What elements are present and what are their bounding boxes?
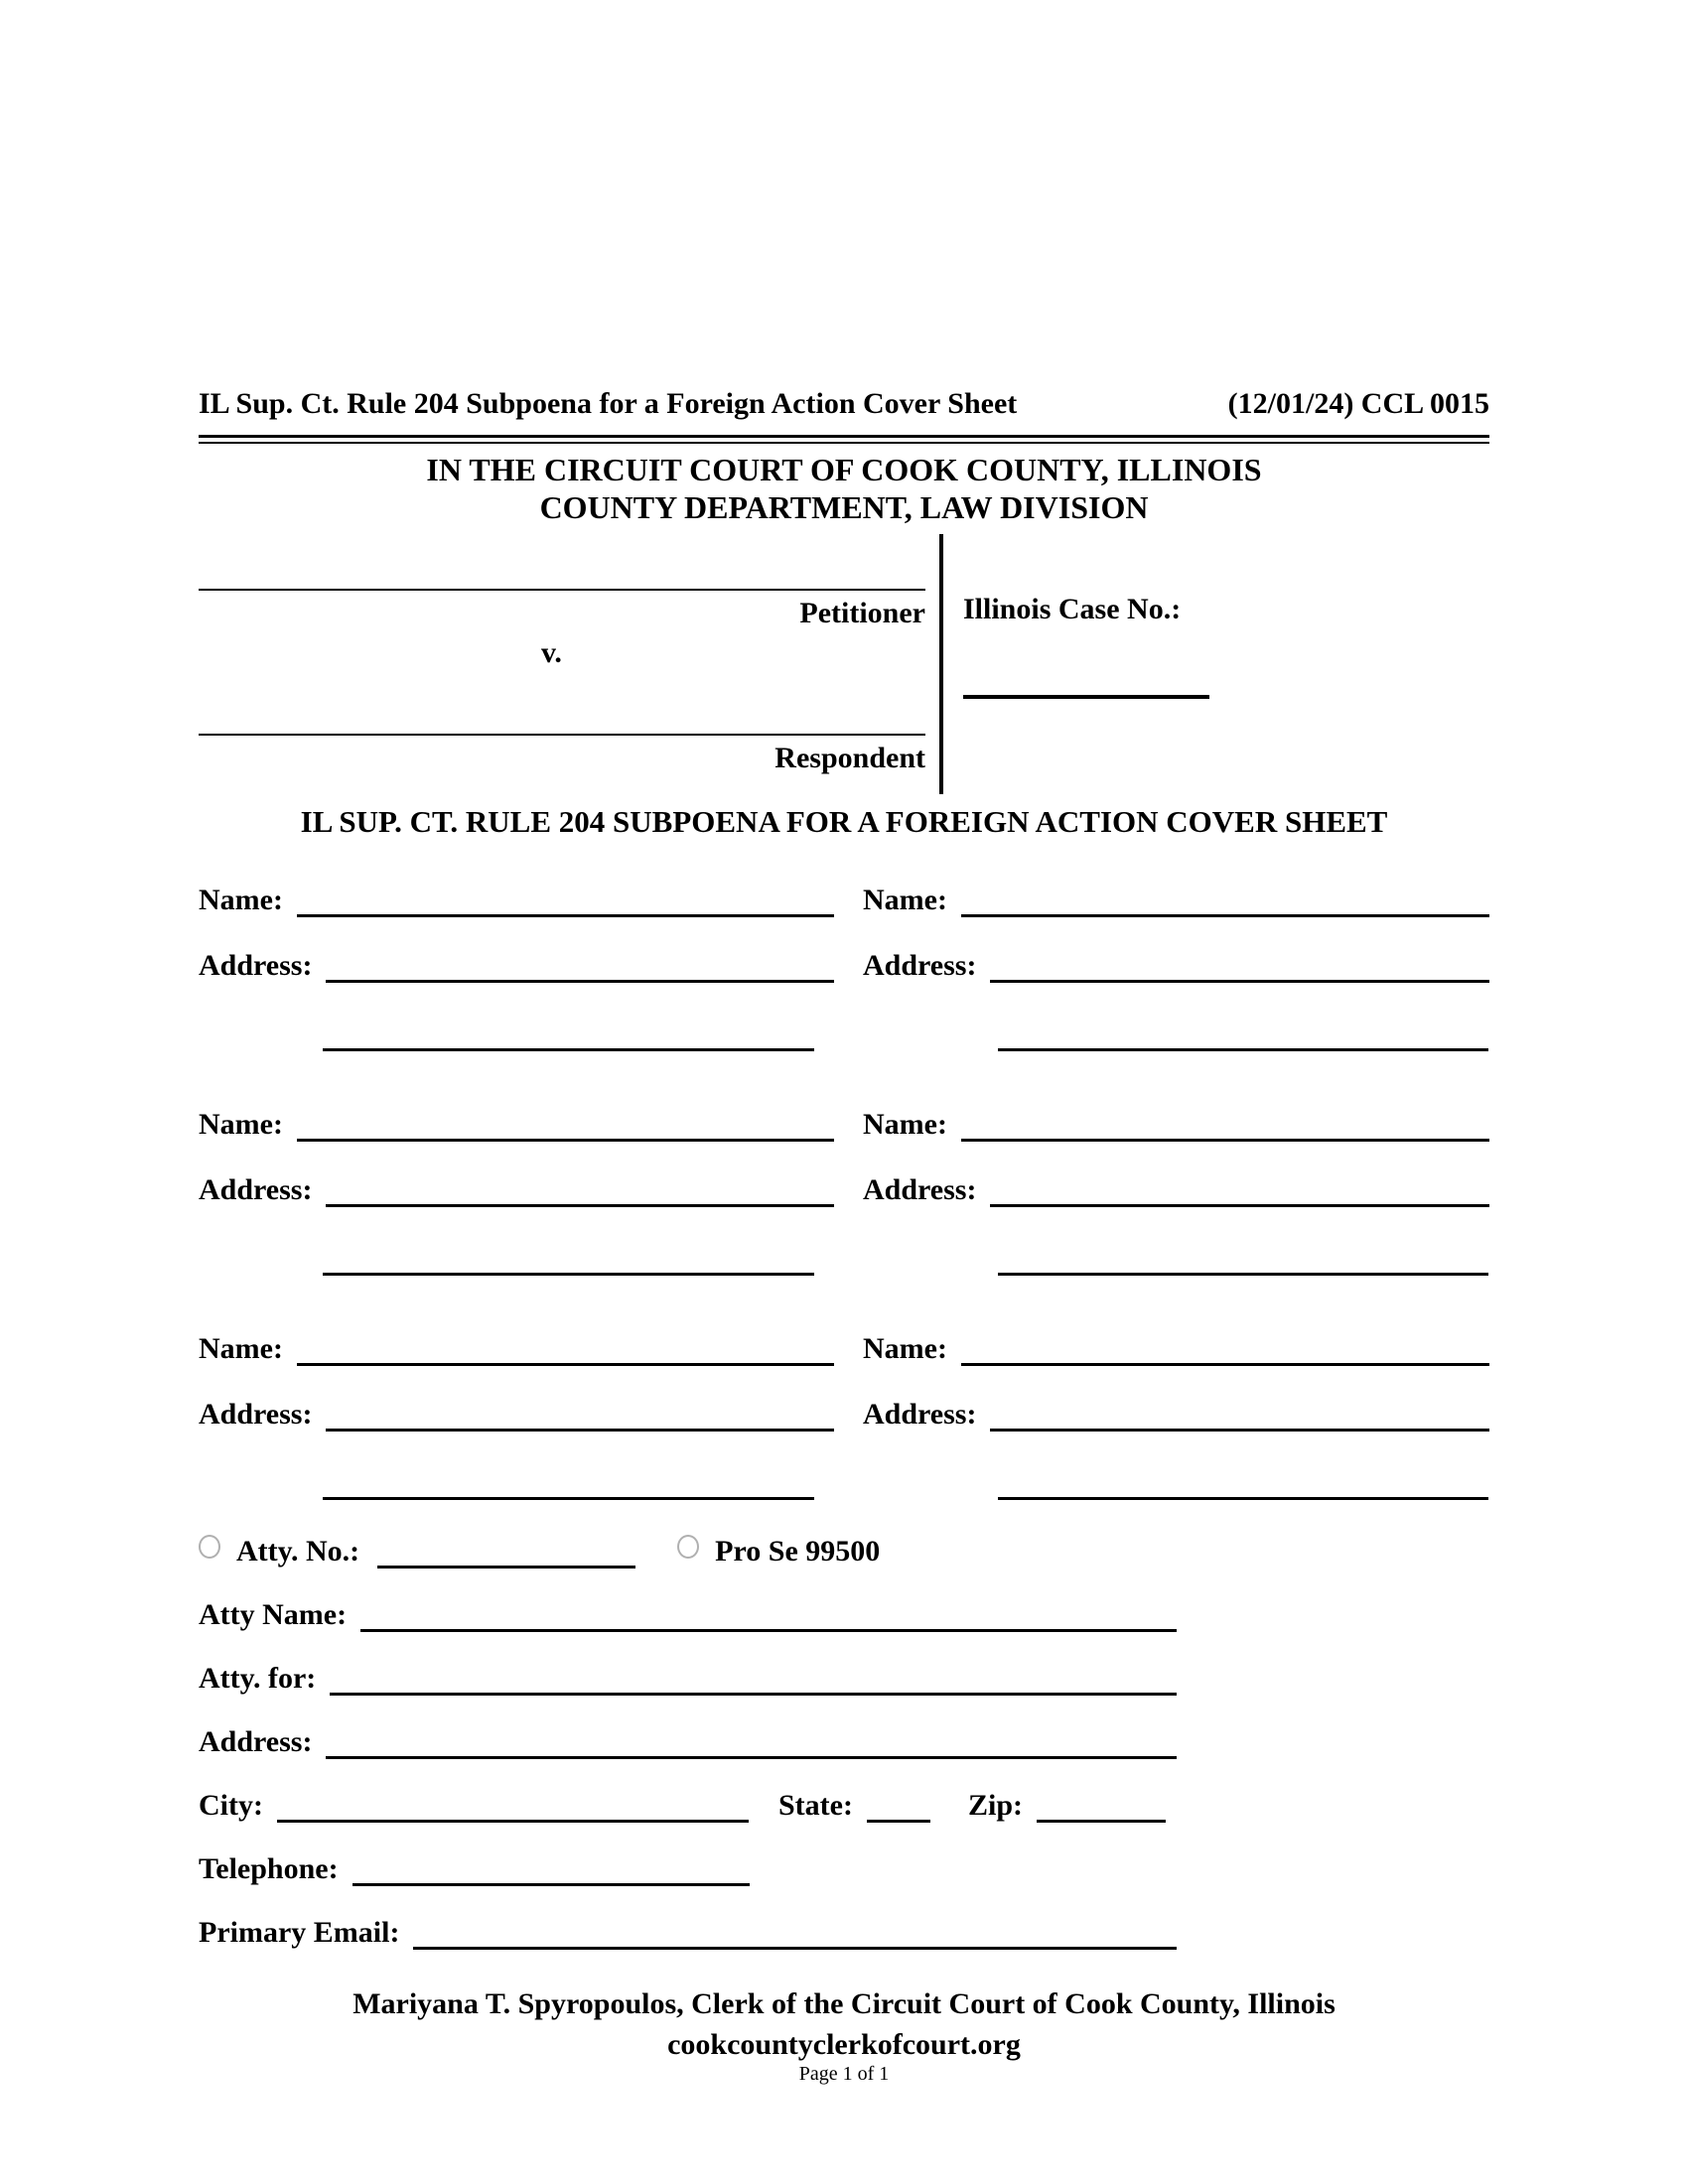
party5-address-label: Address:: [199, 1398, 313, 1431]
pro-se-label: Pro Se 99500: [715, 1535, 881, 1568]
party1-name-row: [199, 874, 834, 917]
atty-address-row: [199, 1715, 1177, 1759]
attorney-number-row: [199, 1525, 880, 1569]
clerk-website: cookcountyclerkofcourt.org: [667, 2028, 1021, 2061]
form-revision-code: (12/01/24) CCL 0015: [1227, 387, 1489, 420]
court-title: IN THE CIRCUIT COURT OF COOK COUNTY, ILLINOIS: [426, 452, 1262, 487]
party4-name-label: Name:: [863, 1108, 947, 1141]
city-label: City:: [199, 1789, 263, 1822]
party5-name-row: [199, 1322, 834, 1366]
atty-no-label: Atty. No.:: [236, 1535, 360, 1568]
state-line[interactable]: [867, 1811, 930, 1823]
telephone-label: Telephone:: [199, 1852, 339, 1885]
respondent-name-line[interactable]: [199, 734, 925, 736]
party2-address-line[interactable]: [990, 971, 1489, 983]
city-line[interactable]: [277, 1811, 749, 1823]
party2-name-row: [863, 874, 1489, 917]
party6-name-row: [863, 1322, 1489, 1366]
primary-email-label: Primary Email:: [199, 1916, 400, 1949]
atty-address-label: Address:: [199, 1725, 313, 1758]
telephone-row: [199, 1843, 750, 1886]
form-title-header: IL Sup. Ct. Rule 204 Subpoena for a Foreign Action Cover Sheet: [199, 387, 1018, 420]
atty-for-label: Atty. for:: [199, 1662, 317, 1695]
party4-name-line[interactable]: [961, 1130, 1489, 1142]
atty-name-label: Atty Name:: [199, 1598, 348, 1631]
party2-address-row: [863, 939, 1489, 983]
atty-name-line[interactable]: [360, 1620, 1177, 1632]
party5-address-line2[interactable]: [323, 1497, 814, 1500]
petitioner-name-line[interactable]: [199, 589, 925, 591]
party3-name-line[interactable]: [297, 1130, 834, 1142]
party3-name-label: Name:: [199, 1108, 283, 1141]
telephone-line[interactable]: [352, 1874, 750, 1886]
atty-no-radio[interactable]: [199, 1535, 220, 1559]
party3-address-line[interactable]: [326, 1195, 834, 1207]
party4-address-label: Address:: [863, 1173, 977, 1206]
party1-address-line[interactable]: [326, 971, 834, 983]
primary-email-line[interactable]: [413, 1938, 1177, 1950]
party4-address-row: [863, 1163, 1489, 1207]
case-number-line[interactable]: [963, 695, 1209, 699]
versus-label: v.: [541, 636, 562, 669]
party3-address-row: [199, 1163, 834, 1207]
party4-address-line[interactable]: [990, 1195, 1489, 1207]
atty-for-line[interactable]: [330, 1684, 1177, 1696]
header-divider-rule: [199, 435, 1489, 444]
party6-address-line2[interactable]: [998, 1497, 1488, 1500]
city-state-zip-row: [199, 1779, 1166, 1823]
pro-se-radio[interactable]: [677, 1535, 699, 1559]
party3-address-label: Address:: [199, 1173, 313, 1206]
party2-address-line2[interactable]: [998, 1048, 1488, 1051]
party1-name-label: Name:: [199, 884, 283, 916]
party2-name-line[interactable]: [961, 905, 1489, 917]
clerk-footer-line: Mariyana T. Spyropoulos, Clerk of the Circuit Court of Cook County, Illinois: [352, 1987, 1336, 2020]
party5-name-label: Name:: [199, 1332, 283, 1365]
respondent-label: Respondent: [774, 742, 925, 774]
page-indicator: Page 1 of 1: [798, 2063, 890, 2085]
caption-divider-line: [939, 534, 943, 794]
party5-name-line[interactable]: [297, 1354, 834, 1366]
primary-email-row: [199, 1906, 1177, 1950]
party1-address-row: [199, 939, 834, 983]
party3-address-line2[interactable]: [323, 1273, 814, 1276]
party3-name-row: [199, 1098, 834, 1142]
party4-name-row: [863, 1098, 1489, 1142]
party2-address-label: Address:: [863, 949, 977, 982]
party6-name-line[interactable]: [961, 1354, 1489, 1366]
party6-address-row: [863, 1388, 1489, 1432]
party6-address-label: Address:: [863, 1398, 977, 1431]
party5-address-row: [199, 1388, 834, 1432]
party4-address-line2[interactable]: [998, 1273, 1488, 1276]
atty-name-row: [199, 1588, 1177, 1632]
party1-address-label: Address:: [199, 949, 313, 982]
section-title: IL SUP. CT. RULE 204 SUBPOENA FOR A FOREIGN ACTION COVER SHEET: [300, 804, 1388, 839]
party6-name-label: Name:: [863, 1332, 947, 1365]
petitioner-label: Petitioner: [799, 597, 925, 629]
atty-for-row: [199, 1652, 1177, 1696]
case-number-label: Illinois Case No.:: [963, 593, 1182, 625]
state-label: State:: [777, 1789, 853, 1822]
party5-address-line[interactable]: [326, 1420, 834, 1432]
form-header: [199, 387, 1489, 421]
party1-address-line2[interactable]: [323, 1048, 814, 1051]
court-subtitle: COUNTY DEPARTMENT, LAW DIVISION: [539, 489, 1149, 525]
atty-no-line[interactable]: [377, 1557, 635, 1569]
zip-line[interactable]: [1037, 1811, 1166, 1823]
party1-name-line[interactable]: [297, 905, 834, 917]
party2-name-label: Name:: [863, 884, 947, 916]
party6-address-line[interactable]: [990, 1420, 1489, 1432]
atty-address-line[interactable]: [326, 1747, 1177, 1759]
zip-label: Zip:: [967, 1789, 1023, 1822]
